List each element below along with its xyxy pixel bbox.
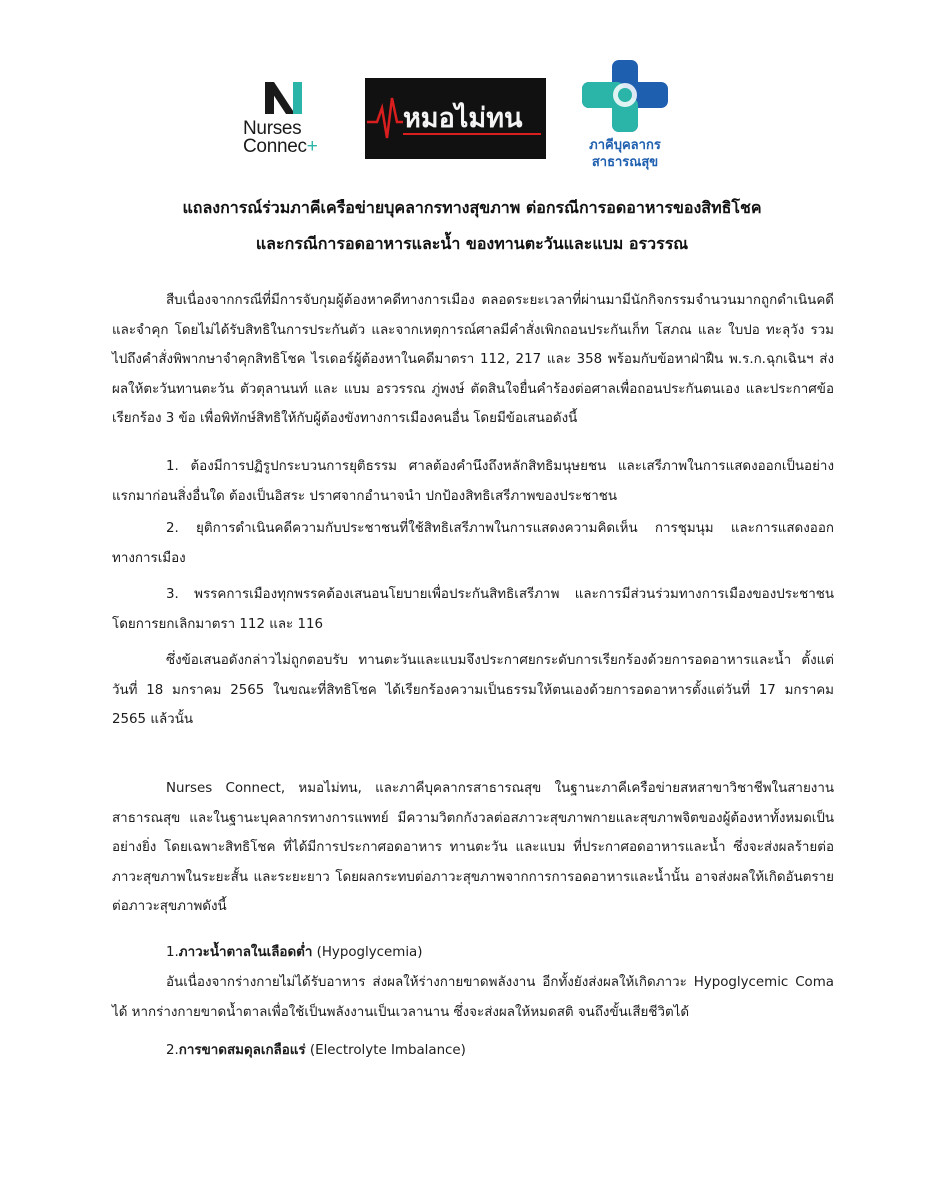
document-title-line1: แถลงการณ์ร่วมภาคีเครือข่ายบุคลากรทางสุขภาพ ต่อกรณีการอดอาหารของสิทธิโชค — [182, 198, 762, 217]
phaki-line1: ภาคีบุคลากร — [589, 138, 661, 153]
paragraph-background: สืบเนื่องจากกรณีที่มีการจับกุมผู้ต้องหาคดีทางการเมือง ตลอดระยะเวลาที่ผ่านมามีนักกิจกรรมจำนวนมากถูกดำเนินคดีและจำคุก โดยไม่ได้รับสิทธิในการประกันตัว และจากเหตุการณ์ศาลมีคำสั่งเพิกถอนประกันเก็ท โสภณ และ ใบปอ ทะลุวัง รวมไปถึงคำสั่งพิพากษาจำคุกสิทธิโชค ไรเดอร์ผู้ต้องหาในคดีมาตรา 112, 217 และ 358 พร้อมกับข้อหาฝ่าฝืน พ.ร.ก.ฉุกเฉินฯ ส่งผลให้ตะวันทานตะวัน ตัวตุลานนท์ และ แบม อรวรรณ ภู่พงษ์ ตัดสินใจยื่นคำร้องต่อศาลเพื่อถอนประกันตนเอง และประกาศข้อเรียกร้อง 3 ข้อ เพื่อพิทักษ์สิทธิให้กับผู้ต้องขังทางการเมืองคนอื่น โดยมีข้อเสนอดังนี้ — [112, 293, 834, 426]
medical-cross-icon — [570, 58, 680, 134]
document-title-line2: และกรณีการอดอาหารและน้ำ ของทานตะวันและแบม อรวรรณ — [255, 234, 689, 253]
phaki-logo — [570, 58, 680, 170]
nurses-connect-line2: Connec+ — [243, 136, 318, 157]
mor-mai-ton-text: หมอไม่ทน — [403, 103, 523, 134]
demand-item-1: 1. ต้องมีการปฏิรูปกระบวนการยุติธรรม ศาลต้องคำนึงถึงหลักสิทธิมนุษยชน และเสรีภาพในการแสดงออกเป็นอย่างแรกมาก่อนสิ่งอื่นใด ต้องเป็นอิสระ ปราศจากอำนาจนำ ปกป้องสิทธิเสรีภาพของประชาชน — [112, 459, 834, 504]
demand-item-3: 3. พรรคการเมืองทุกพรรคต้องเสนอนโยบายเพื่อประกันสิทธิเสรีภาพ และการมีส่วนร่วมทางการเมืองของประชาชน โดยการยกเลิกมาตรา 112 และ 116 — [112, 587, 834, 632]
paragraph-network-concern: Nurses Connect, หมอไม่ทน, และภาคีบุคลากรสาธารณสุข ในฐานะภาคีเครือข่ายสหสาขาวิชาชีพในสายงานสาธารณสุข และในฐานะบุคลากรทางการแพทย์ มีความวิตกกังวลต่อสภาวะสุขภาพกายและสุขภาพจิตของผู้ต้องหาทั้งหมดเป็นอย่างยิ่ง โดยเฉพาะสิทธิโชค ที่ได้มีการประกาศอดอาหาร ทานตะวัน และแบม ที่ประกาศอดอาหารและน้ำ ซึ่งจะส่งผลร้ายต่อภาวะสุขภาพในระยะสั้น และระยะยาว โดยผลกระทบต่อภาวะสุขภาพจากการการอดอาหารและน้ำนั้น อาจส่งผลให้เกิดอันตรายต่อภาวะสุขภาพดังนี้ — [112, 781, 834, 914]
demand-item-2: 2. ยุติการดำเนินคดีความกับประชาชนที่ใช้สิทธิเสรีภาพในการแสดงความคิดเห็น การชุมนุม และการแสดงออกทางการเมือง — [112, 521, 834, 566]
logo-row — [0, 58, 944, 170]
section-heading-electrolyte: 2.การขาดสมดุลเกลือแร่ (Electrolyte Imbalance) — [166, 1043, 466, 1058]
paragraph-hypoglycemia: อันเนื่องจากร่างกายไม่ได้รับอาหาร ส่งผลให้ร่างกายขาดพลังงาน อีกทั้งยังส่งผลให้เกิดภาวะ Hypoglycemic Coma ได้ หากร่างกายขาดน้ำตาลเพื่อใช้เป็นพลังงานเป็นเวลานาน ซึ่งจะส่งผลให้หมดสติ จนถึงขั้นเสียชีวิตได้ — [112, 975, 834, 1020]
paragraph-hunger-strike: ซึ่งข้อเสนอดังกล่าวไม่ถูกตอบรับ ทานตะวันและแบมจึงประกาศยกระดับการเรียกร้องด้วยการอดอาหารและน้ำ ตั้งแต่วันที่ 18 มกราคม 2565 ในขณะที่สิทธิโชค ได้เรียกร้องความเป็นธรรมให้ตนเองด้วยการอดอาหารตั้งแต่วันที่ 17 มกราคม 2565 แล้วนั้น — [112, 653, 834, 727]
mor-mai-ton-logo — [365, 78, 546, 159]
nurses-connect-n-icon — [263, 80, 307, 116]
phaki-line2: สาธารณสุข — [591, 155, 659, 170]
nurses-connect-plus: + — [306, 136, 318, 157]
nurses-connect-logo — [241, 80, 341, 160]
section-heading-hypoglycemia: 1.ภาวะน้ำตาลในเลือดต่ำ (Hypoglycemia) — [166, 945, 423, 960]
nurses-connect-line1: Nurses — [243, 118, 302, 139]
